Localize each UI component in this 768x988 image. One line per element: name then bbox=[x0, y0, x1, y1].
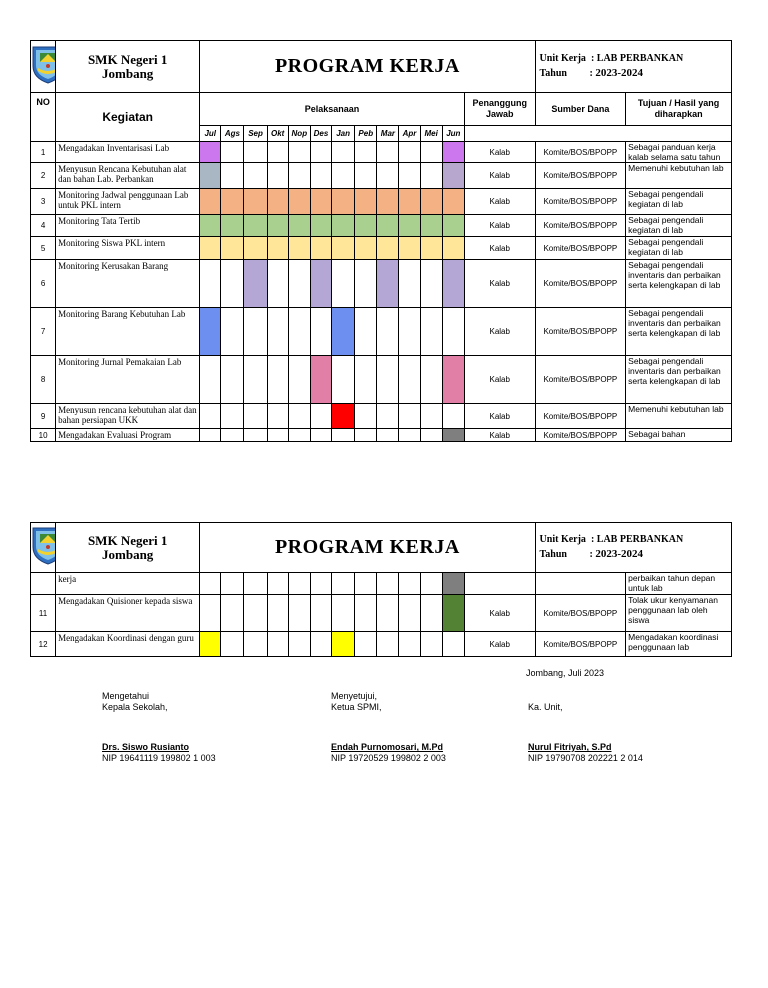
month-cell bbox=[377, 142, 399, 163]
month-header: Jul bbox=[200, 126, 221, 142]
month-cell bbox=[310, 429, 331, 442]
month-header: Nop bbox=[288, 126, 310, 142]
schedule-mark bbox=[332, 404, 355, 429]
month-cell bbox=[399, 142, 420, 163]
month-cell bbox=[420, 308, 442, 356]
month-cell bbox=[399, 356, 420, 404]
month-cell bbox=[244, 404, 267, 429]
page-title: PROGRAM KERJA bbox=[200, 523, 535, 573]
school-crest-icon bbox=[31, 44, 56, 84]
funding-cell: Komite/BOS/BPOPP bbox=[535, 404, 626, 429]
month-cell bbox=[244, 595, 267, 632]
unit-info: Unit Kerja : LAB PERBANKAN Tahun : 2023-2024 bbox=[535, 41, 731, 93]
signature-nip: NIP 19641119 199802 1 003 bbox=[102, 753, 216, 763]
month-cell bbox=[288, 404, 310, 429]
schedule-mark bbox=[244, 237, 267, 260]
month-cell bbox=[377, 429, 399, 442]
month-cell bbox=[355, 573, 377, 595]
month-cell bbox=[310, 142, 331, 163]
responsible-cell: Kalab bbox=[464, 356, 535, 404]
goal-cell: Memenuhi kebutuhan lab bbox=[626, 404, 732, 429]
schedule-mark bbox=[200, 142, 221, 163]
col-implementation-header: Pelaksanaan bbox=[200, 93, 465, 126]
responsible-cell: Kalab bbox=[464, 308, 535, 356]
schedule-mark bbox=[200, 632, 221, 657]
responsible-cell: Kalab bbox=[464, 632, 535, 657]
schedule-mark bbox=[221, 237, 244, 260]
month-cell bbox=[332, 260, 355, 308]
year-value: 2023-2024 bbox=[595, 548, 643, 560]
month-cell bbox=[420, 429, 442, 442]
activity-cell: Monitoring Siswa PKL intern bbox=[56, 237, 200, 260]
schedule-mark bbox=[200, 189, 221, 215]
school-crest-icon bbox=[31, 525, 56, 565]
schedule-mark bbox=[332, 215, 355, 237]
program-sheet-2 bbox=[30, 522, 732, 657]
month-header: Sep bbox=[244, 126, 267, 142]
month-cell bbox=[355, 163, 377, 189]
signature-name: Drs. Siswo Rusianto bbox=[102, 742, 190, 752]
schedule-mark bbox=[267, 237, 288, 260]
month-cell bbox=[377, 404, 399, 429]
month-cell bbox=[355, 632, 377, 657]
col-responsible-header: Penanggung Jawab bbox=[464, 93, 535, 126]
signature-role: Menyetujui, bbox=[331, 691, 378, 701]
activity-cell: Mengadakan Inventarisasi Lab bbox=[56, 142, 200, 163]
month-cell bbox=[377, 632, 399, 657]
schedule-mark bbox=[288, 215, 310, 237]
schedule-mark bbox=[288, 189, 310, 215]
schedule-mark bbox=[442, 595, 464, 632]
month-cell bbox=[332, 356, 355, 404]
month-cell bbox=[355, 595, 377, 632]
table-row bbox=[31, 404, 732, 429]
activity-cell: Menyusun rencana kebutuhan alat dan bahan persiapan UKK bbox=[56, 404, 200, 429]
month-cell bbox=[288, 260, 310, 308]
activity-cell: Monitoring Barang Kebutuhan Lab bbox=[56, 308, 200, 356]
month-cell bbox=[310, 308, 331, 356]
month-cell bbox=[310, 404, 331, 429]
table-row bbox=[31, 573, 732, 595]
month-header: Mei bbox=[420, 126, 442, 142]
month-cell bbox=[355, 404, 377, 429]
month-cell bbox=[420, 404, 442, 429]
schedule-mark bbox=[200, 308, 221, 356]
schedule-mark bbox=[442, 215, 464, 237]
month-cell bbox=[267, 404, 288, 429]
school-name-cell bbox=[56, 41, 200, 93]
month-cell bbox=[332, 429, 355, 442]
row-number: 2 bbox=[31, 163, 56, 189]
responsible-cell: Kalab bbox=[464, 237, 535, 260]
month-cell bbox=[442, 632, 464, 657]
schedule-mark bbox=[377, 215, 399, 237]
schedule-mark bbox=[377, 237, 399, 260]
table-row bbox=[31, 632, 732, 657]
month-cell bbox=[420, 356, 442, 404]
schedule-mark bbox=[310, 215, 331, 237]
responsible-cell: Kalab bbox=[464, 260, 535, 308]
school-logo-cell bbox=[31, 41, 56, 93]
schedule-mark bbox=[355, 215, 377, 237]
month-cell bbox=[310, 632, 331, 657]
goal-cell: perbaikan tahun depan untuk lab bbox=[626, 573, 732, 595]
table-row bbox=[31, 260, 732, 308]
month-cell bbox=[288, 163, 310, 189]
schedule-mark bbox=[442, 189, 464, 215]
month-cell bbox=[221, 632, 244, 657]
col-activity-header: Kegiatan bbox=[56, 93, 200, 142]
table-row bbox=[31, 163, 732, 189]
schedule-mark bbox=[200, 237, 221, 260]
schedule-mark bbox=[399, 189, 420, 215]
month-cell bbox=[267, 356, 288, 404]
table-row bbox=[31, 356, 732, 404]
activity-cell: Monitoring Jurnal Pemakaian Lab bbox=[56, 356, 200, 404]
month-header: Okt bbox=[267, 126, 288, 142]
schedule-mark bbox=[442, 429, 464, 442]
month-cell bbox=[399, 595, 420, 632]
schedule-mark bbox=[310, 237, 331, 260]
month-cell bbox=[267, 142, 288, 163]
month-cell bbox=[244, 163, 267, 189]
month-cell bbox=[221, 356, 244, 404]
schedule-mark bbox=[267, 215, 288, 237]
funding-cell: Komite/BOS/BPOPP bbox=[535, 595, 626, 632]
row-number: 11 bbox=[31, 595, 56, 632]
month-cell bbox=[267, 573, 288, 595]
schedule-mark bbox=[267, 189, 288, 215]
goal-cell: Tolak ukur kenyamanan penggunaan lab oleh siswa bbox=[626, 595, 732, 632]
col-goal-header: Tujuan / Hasil yang diharapkan bbox=[626, 93, 732, 126]
month-cell bbox=[244, 429, 267, 442]
goal-cell: Sebagai pengendali kegiatan di lab bbox=[626, 237, 732, 260]
month-cell bbox=[267, 163, 288, 189]
schedule-mark bbox=[288, 237, 310, 260]
schedule-mark bbox=[310, 189, 331, 215]
month-cell bbox=[355, 260, 377, 308]
table-row bbox=[31, 237, 732, 260]
goal-cell: Mengadakan koordinasi penggunaan lab bbox=[626, 632, 732, 657]
schedule-mark bbox=[244, 260, 267, 308]
month-header: Des bbox=[310, 126, 331, 142]
schedule-mark bbox=[221, 215, 244, 237]
responsible-cell: Kalab bbox=[464, 142, 535, 163]
month-cell bbox=[420, 260, 442, 308]
table-row bbox=[31, 429, 732, 442]
school-logo-cell bbox=[31, 523, 56, 573]
funding-cell: Komite/BOS/BPOPP bbox=[535, 237, 626, 260]
month-cell bbox=[288, 429, 310, 442]
goal-cell: Sebagai panduan kerja kalab selama satu tahun bbox=[626, 142, 732, 163]
schedule-mark bbox=[442, 237, 464, 260]
month-cell bbox=[221, 573, 244, 595]
goal-cell: Sebagai bahan bbox=[626, 429, 732, 442]
activity-cell: Monitoring Jadwal penggunaan Lab untuk PKL intern bbox=[56, 189, 200, 215]
row-number: 8 bbox=[31, 356, 56, 404]
month-cell bbox=[399, 404, 420, 429]
month-cell bbox=[221, 163, 244, 189]
month-cell bbox=[288, 356, 310, 404]
schedule-mark bbox=[221, 189, 244, 215]
funding-cell: Komite/BOS/BPOPP bbox=[535, 142, 626, 163]
schedule-mark bbox=[332, 632, 355, 657]
month-cell bbox=[221, 142, 244, 163]
month-cell bbox=[420, 573, 442, 595]
month-header: Apr bbox=[399, 126, 420, 142]
month-header: Jun bbox=[442, 126, 464, 142]
col-funding-header: Sumber Dana bbox=[535, 93, 626, 126]
month-cell bbox=[332, 142, 355, 163]
month-cell bbox=[244, 142, 267, 163]
funding-cell: Komite/BOS/BPOPP bbox=[535, 308, 626, 356]
row-number: 9 bbox=[31, 404, 56, 429]
month-cell bbox=[267, 632, 288, 657]
funding-cell: Komite/BOS/BPOPP bbox=[535, 260, 626, 308]
signature-role: Ketua SPMI, bbox=[331, 702, 382, 712]
goal-cell: Memenuhi kebutuhan lab bbox=[626, 163, 732, 189]
goal-cell: Sebagai pengendali inventaris dan perbaikan serta kelengkapan di lab bbox=[626, 356, 732, 404]
row-number: 10 bbox=[31, 429, 56, 442]
schedule-mark bbox=[200, 163, 221, 189]
month-cell bbox=[221, 429, 244, 442]
month-cell bbox=[310, 573, 331, 595]
month-cell bbox=[442, 308, 464, 356]
month-cell bbox=[399, 260, 420, 308]
month-cell bbox=[355, 356, 377, 404]
unit-value: LAB PERBANKAN bbox=[596, 534, 684, 545]
table-row bbox=[31, 142, 732, 163]
signature-name: Endah Purnomosari, M.Pd bbox=[331, 742, 444, 752]
month-cell bbox=[288, 308, 310, 356]
signature-name: Nurul Fitriyah, S.Pd bbox=[528, 742, 612, 752]
table-row bbox=[31, 189, 732, 215]
schedule-mark bbox=[399, 237, 420, 260]
responsible-cell bbox=[464, 573, 535, 595]
unit-info: Unit Kerja : LAB PERBANKAN Tahun : 2023-2024 bbox=[535, 523, 731, 573]
program-table-1 bbox=[30, 40, 732, 442]
month-cell bbox=[288, 142, 310, 163]
month-header-spacer bbox=[464, 126, 731, 142]
schedule-mark bbox=[399, 215, 420, 237]
month-cell bbox=[200, 429, 221, 442]
month-cell bbox=[377, 595, 399, 632]
month-header: Peb bbox=[355, 126, 377, 142]
schedule-mark bbox=[420, 215, 442, 237]
responsible-cell: Kalab bbox=[464, 595, 535, 632]
schedule-mark bbox=[332, 189, 355, 215]
month-cell bbox=[267, 429, 288, 442]
month-cell bbox=[355, 429, 377, 442]
month-cell bbox=[200, 356, 221, 404]
signature-spmi bbox=[331, 691, 446, 764]
school-city: Jombang bbox=[102, 65, 154, 81]
month-cell bbox=[267, 308, 288, 356]
schedule-mark bbox=[310, 356, 331, 404]
responsible-cell: Kalab bbox=[464, 215, 535, 237]
page-title: PROGRAM KERJA bbox=[200, 41, 535, 93]
activity-cell: Mengadakan Koordinasi dengan guru bbox=[56, 632, 200, 657]
month-cell bbox=[399, 632, 420, 657]
schedule-mark bbox=[442, 573, 464, 595]
schedule-mark bbox=[442, 356, 464, 404]
responsible-cell: Kalab bbox=[464, 189, 535, 215]
month-cell bbox=[267, 260, 288, 308]
place-date: Jombang, Juli 2023 bbox=[526, 668, 605, 678]
month-cell bbox=[200, 260, 221, 308]
row-number: 6 bbox=[31, 260, 56, 308]
schedule-mark bbox=[332, 237, 355, 260]
month-cell bbox=[332, 595, 355, 632]
month-cell bbox=[221, 260, 244, 308]
responsible-cell: Kalab bbox=[464, 163, 535, 189]
schedule-mark bbox=[355, 237, 377, 260]
school-name: SMK Negeri 1 bbox=[87, 532, 168, 548]
schedule-mark bbox=[420, 237, 442, 260]
schedule-mark bbox=[355, 189, 377, 215]
month-cell bbox=[244, 356, 267, 404]
schedule-mark bbox=[442, 260, 464, 308]
row-number bbox=[31, 573, 56, 595]
goal-cell: Sebagai pengendali kegiatan di lab bbox=[626, 215, 732, 237]
activity-cell: Monitoring Kerusakan Barang bbox=[56, 260, 200, 308]
schedule-mark bbox=[244, 215, 267, 237]
activity-cell: Menyusun Rencana Kebutuhan alat dan bahan Lab. Perbankan bbox=[56, 163, 200, 189]
school-name-cell bbox=[56, 523, 200, 573]
goal-cell: Sebagai pengendali inventaris dan perbaikan serta kelengkapan di lab bbox=[626, 308, 732, 356]
month-cell bbox=[221, 308, 244, 356]
month-cell bbox=[200, 595, 221, 632]
month-cell bbox=[244, 308, 267, 356]
month-cell bbox=[332, 573, 355, 595]
unit-value: LAB PERBANKAN bbox=[596, 53, 684, 64]
row-number: 7 bbox=[31, 308, 56, 356]
month-cell bbox=[288, 632, 310, 657]
month-cell bbox=[442, 404, 464, 429]
month-cell bbox=[377, 573, 399, 595]
month-cell bbox=[377, 163, 399, 189]
funding-cell: Komite/BOS/BPOPP bbox=[535, 189, 626, 215]
table-row bbox=[31, 595, 732, 632]
school-city: Jombang bbox=[102, 546, 154, 562]
schedule-mark bbox=[442, 142, 464, 163]
schedule-mark bbox=[244, 189, 267, 215]
schedule-mark bbox=[442, 163, 464, 189]
row-number: 4 bbox=[31, 215, 56, 237]
activity-cell: Monitoring Tata Tertib bbox=[56, 215, 200, 237]
funding-cell bbox=[535, 573, 626, 595]
month-header: Mar bbox=[377, 126, 399, 142]
month-cell bbox=[221, 595, 244, 632]
month-header: Ags bbox=[221, 126, 244, 142]
signature-principal bbox=[102, 691, 216, 764]
funding-cell: Komite/BOS/BPOPP bbox=[535, 215, 626, 237]
program-table-2 bbox=[30, 522, 732, 657]
funding-cell: Komite/BOS/BPOPP bbox=[535, 356, 626, 404]
signature-role: Kepala Sekolah, bbox=[102, 702, 168, 712]
month-cell bbox=[399, 163, 420, 189]
month-cell bbox=[332, 163, 355, 189]
table-row bbox=[31, 215, 732, 237]
month-cell bbox=[310, 595, 331, 632]
month-cell bbox=[399, 429, 420, 442]
goal-cell: Sebagai pengendali inventaris dan perbaikan serta kelengkapan di lab bbox=[626, 260, 732, 308]
funding-cell: Komite/BOS/BPOPP bbox=[535, 429, 626, 442]
school-name: SMK Negeri 1 bbox=[87, 51, 168, 67]
month-cell bbox=[420, 163, 442, 189]
row-number: 12 bbox=[31, 632, 56, 657]
year-value: 2023-2024 bbox=[595, 67, 643, 79]
responsible-cell: Kalab bbox=[464, 429, 535, 442]
month-cell bbox=[355, 308, 377, 356]
month-cell bbox=[200, 404, 221, 429]
month-cell bbox=[420, 142, 442, 163]
row-number: 3 bbox=[31, 189, 56, 215]
activity-cell: Mengadakan Evaluasi Program bbox=[56, 429, 200, 442]
signature-role bbox=[528, 691, 643, 702]
col-no-header: NO bbox=[31, 93, 56, 142]
month-cell bbox=[288, 595, 310, 632]
funding-cell: Komite/BOS/BPOPP bbox=[535, 163, 626, 189]
unit-label: Unit Kerja bbox=[539, 53, 586, 64]
signature-role: Mengetahui bbox=[102, 691, 150, 701]
funding-cell: Komite/BOS/BPOPP bbox=[535, 632, 626, 657]
schedule-mark bbox=[332, 308, 355, 356]
signature-nip: NIP 19790708 202221 2 014 bbox=[528, 753, 643, 763]
year-label: Tahun bbox=[539, 549, 567, 560]
month-cell bbox=[244, 573, 267, 595]
schedule-mark bbox=[377, 189, 399, 215]
month-cell bbox=[244, 632, 267, 657]
activity-cell: Mengadakan Quisioner kepada siswa bbox=[56, 595, 200, 632]
month-cell bbox=[355, 142, 377, 163]
month-cell bbox=[377, 308, 399, 356]
year-label: Tahun bbox=[539, 68, 567, 79]
signature-nip: NIP 19720529 199802 2 003 bbox=[331, 753, 446, 763]
schedule-mark bbox=[377, 260, 399, 308]
activity-cell: kerja bbox=[56, 573, 200, 595]
goal-cell: Sebagai pengendali kegiatan di lab bbox=[626, 189, 732, 215]
month-cell bbox=[399, 308, 420, 356]
signature-unit-head bbox=[528, 691, 643, 764]
table-row bbox=[31, 308, 732, 356]
month-cell bbox=[377, 356, 399, 404]
month-cell bbox=[267, 595, 288, 632]
schedule-mark bbox=[310, 260, 331, 308]
month-header: Jan bbox=[332, 126, 355, 142]
month-cell bbox=[200, 573, 221, 595]
signature-role: Ka. Unit, bbox=[528, 702, 563, 712]
month-cell bbox=[221, 404, 244, 429]
row-number: 1 bbox=[31, 142, 56, 163]
month-cell bbox=[310, 163, 331, 189]
month-cell bbox=[399, 573, 420, 595]
responsible-cell: Kalab bbox=[464, 404, 535, 429]
schedule-mark bbox=[420, 189, 442, 215]
month-cell bbox=[420, 632, 442, 657]
month-cell bbox=[420, 595, 442, 632]
program-sheet-1 bbox=[30, 40, 732, 442]
schedule-mark bbox=[200, 215, 221, 237]
month-cell bbox=[288, 573, 310, 595]
row-number: 5 bbox=[31, 237, 56, 260]
unit-label: Unit Kerja bbox=[539, 534, 586, 545]
